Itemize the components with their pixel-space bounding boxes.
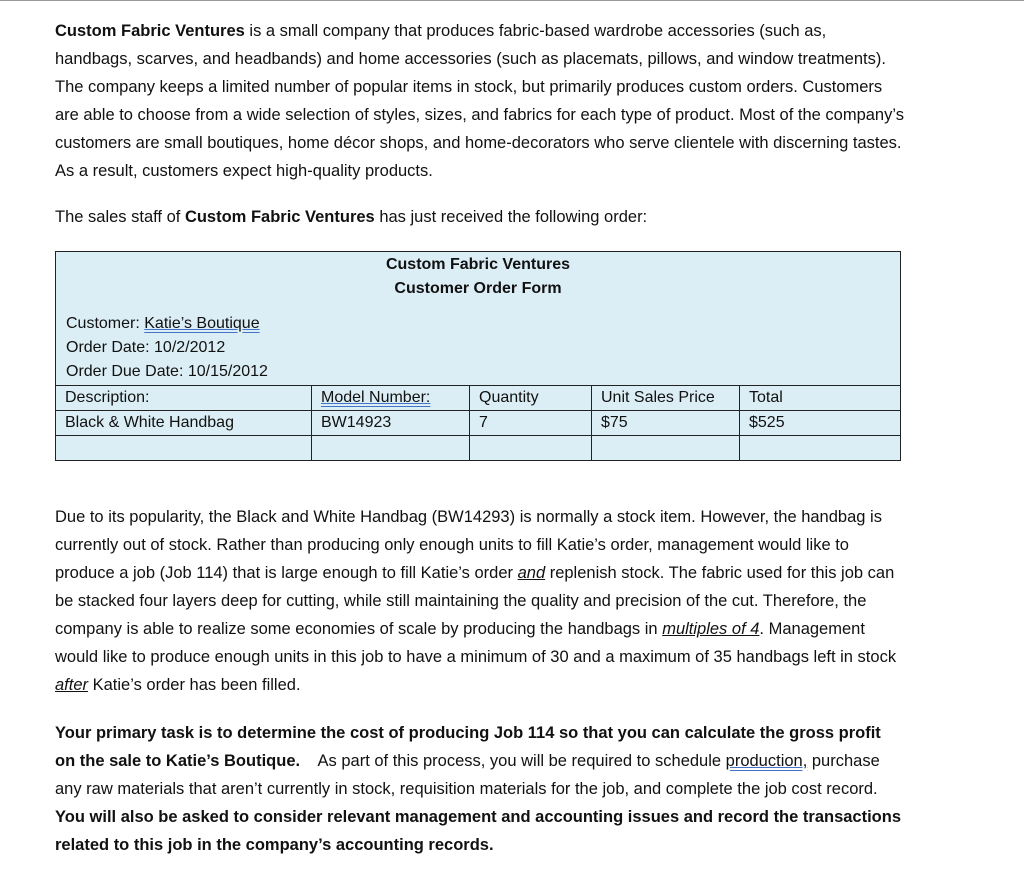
order-due-date: Order Due Date: 10/15/2012	[66, 363, 268, 380]
empty-cell	[592, 436, 740, 461]
emphasis-after: after	[55, 676, 89, 694]
empty-cell	[56, 436, 312, 461]
intro-text: is a small company that produces fabric-based wardrobe accessories (such as, handbags, scarves, and headbands) and home accessories (such as placemats, pillows, and window treatments). The company keeps a limited number of popular items in stock, but primarily produces custom orders. Customers are able to choose from a wide selection of styles, sizes, and fabrics for each type of product. Most of the company’s customers are small boutiques, home décor shops, and home-decorators who serve clientele with discerning tastes. As a result, customers expect high-quality products.	[55, 22, 904, 180]
header-model-number: Model Number:	[312, 386, 470, 411]
header-unit-price: Unit Sales Price	[592, 386, 740, 411]
cell-total: $525	[740, 411, 901, 436]
task-paragraph	[55, 719, 905, 859]
top-rule	[0, 0, 1024, 1]
order-intro-paragraph	[55, 203, 905, 231]
cell-quantity: 7	[470, 411, 592, 436]
task-production: production,	[725, 752, 808, 770]
cell-unit-price: $75	[592, 411, 740, 436]
situation-text-3: . Management would like to produce enough units in this job to have a minimum of 30 and a maximum of 35 handbags left in stock	[55, 620, 897, 666]
header-quantity: Quantity	[470, 386, 592, 411]
company-name: Custom Fabric Ventures	[55, 22, 245, 40]
customer-label: Customer:	[66, 315, 145, 332]
emphasis-multiples: multiples of 4	[662, 620, 760, 638]
header-total: Total	[740, 386, 901, 411]
customer-line	[66, 312, 900, 336]
document-page	[55, 17, 905, 859]
empty-cell	[740, 436, 901, 461]
situation-paragraph	[55, 503, 905, 699]
task-bold-1: Your primary task is to determine the cost of producing Job 114 so that you can calculate the gross profit on the sale to Katie’s Boutique.	[55, 724, 881, 770]
order-intro-after: has just received the following order:	[374, 208, 648, 226]
emphasis-and: and	[517, 564, 546, 582]
cell-model-number: BW14923	[312, 411, 470, 436]
customer-order-form	[55, 251, 901, 461]
situation-text-1: Due to its popularity, the Black and White Handbag (BW14293) is normally a stock item. However, the handbag is currently out of stock. Rather than producing only enough units to fill Katie’s order, management would like to produce a job (Job 114) that is large enough to fill Katie’s order	[55, 508, 882, 582]
customer-value: Katie’s Boutique	[144, 315, 260, 332]
task-text-1: As part of this process, you will be required to schedule	[300, 752, 726, 770]
situation-text-4: Katie’s order has been filled.	[88, 676, 301, 694]
table-row	[56, 411, 900, 436]
form-title: Customer Order Form	[394, 280, 562, 297]
order-items-table	[56, 385, 900, 460]
situation-text-2: replenish stock. The fabric used for this job can be stacked four layers deep for cutting, while still maintaining the quality and precision of the cut. Therefore, the company is able to realize some economies of scale by producing the handbags in	[55, 564, 895, 638]
table-row-empty	[56, 436, 900, 461]
cell-description: Black & White Handbag	[56, 411, 312, 436]
order-intro-company: Custom Fabric Ventures	[184, 208, 375, 226]
task-bold-2: You will also be asked to consider relevant management and accounting issues and record the transactions related to this job in the company’s accounting records.	[55, 808, 902, 854]
order-intro-before: The sales staff of	[55, 208, 185, 226]
empty-cell	[470, 436, 592, 461]
header-description: Description:	[56, 386, 312, 411]
empty-cell	[312, 436, 470, 461]
task-text-2: purchase any raw materials that aren’t currently in stock, requisition materials for the job, and complete the job cost record.	[55, 752, 880, 798]
form-title-company: Custom Fabric Ventures	[385, 256, 571, 273]
table-header-row	[56, 386, 900, 411]
form-header	[56, 252, 900, 301]
intro-paragraph	[55, 17, 905, 185]
form-meta	[56, 312, 900, 385]
order-date: Order Date: 10/2/2012	[66, 339, 226, 356]
